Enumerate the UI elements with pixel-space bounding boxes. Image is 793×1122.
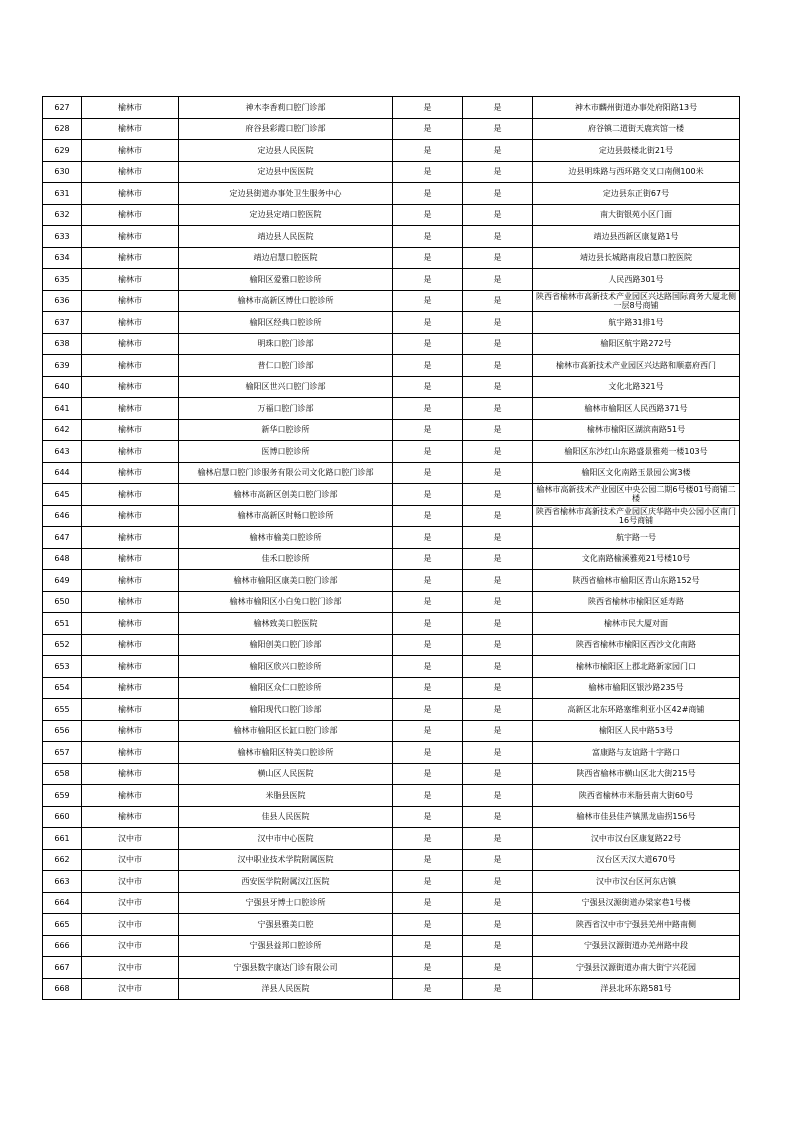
cell-address: 文化北路321号 — [533, 376, 740, 398]
table-row — [43, 613, 740, 635]
cell-address: 榆阳区人民中路53号 — [533, 720, 740, 742]
cell-number: 663 — [43, 871, 82, 893]
cell-address: 榆林市佳县佳芦镇黑龙庙拐156号 — [533, 806, 740, 828]
cell-flag-b: 是 — [463, 204, 533, 226]
cell-institution-name: 宁强县牙博士口腔诊所 — [179, 892, 393, 914]
cell-city: 榆林市 — [82, 613, 179, 635]
data-table — [42, 96, 740, 1000]
cell-flag-a: 是 — [393, 613, 463, 635]
cell-number: 668 — [43, 978, 82, 1000]
cell-institution-name: 神木李香莉口腔门诊部 — [179, 97, 393, 119]
cell-number: 666 — [43, 935, 82, 957]
cell-flag-a: 是 — [393, 699, 463, 721]
cell-city: 榆林市 — [82, 161, 179, 183]
cell-number: 639 — [43, 355, 82, 377]
cell-institution-name: 榆阳区世兴口腔门诊部 — [179, 376, 393, 398]
cell-address: 洋县北环东路581号 — [533, 978, 740, 1000]
cell-number: 649 — [43, 570, 82, 592]
cell-flag-b: 是 — [463, 398, 533, 420]
cell-number: 658 — [43, 763, 82, 785]
cell-city: 榆林市 — [82, 548, 179, 570]
cell-address: 汉中市汉台区河东店镇 — [533, 871, 740, 893]
cell-flag-a: 是 — [393, 204, 463, 226]
table-row — [43, 505, 740, 527]
cell-number: 627 — [43, 97, 82, 119]
cell-city: 汉中市 — [82, 914, 179, 936]
cell-flag-b: 是 — [463, 828, 533, 850]
cell-city: 榆林市 — [82, 656, 179, 678]
cell-institution-name: 万福口腔门诊部 — [179, 398, 393, 420]
cell-city: 榆林市 — [82, 419, 179, 441]
cell-flag-b: 是 — [463, 527, 533, 549]
cell-city: 榆林市 — [82, 699, 179, 721]
cell-number: 656 — [43, 720, 82, 742]
cell-address: 航宇路31排1号 — [533, 312, 740, 334]
cell-flag-a: 是 — [393, 376, 463, 398]
cell-institution-name: 米脂县医院 — [179, 785, 393, 807]
cell-flag-a: 是 — [393, 419, 463, 441]
table-row — [43, 419, 740, 441]
cell-flag-a: 是 — [393, 355, 463, 377]
cell-city: 汉中市 — [82, 871, 179, 893]
cell-number: 643 — [43, 441, 82, 463]
cell-flag-b: 是 — [463, 957, 533, 979]
table-row — [43, 720, 740, 742]
cell-institution-name: 榆林市高新区创美口腔门诊部 — [179, 484, 393, 506]
cell-flag-a: 是 — [393, 763, 463, 785]
cell-city: 榆林市 — [82, 247, 179, 269]
cell-institution-name: 榆林市榆美口腔诊所 — [179, 527, 393, 549]
cell-number: 657 — [43, 742, 82, 764]
cell-address: 汉中市汉台区康复路22号 — [533, 828, 740, 850]
table-row — [43, 871, 740, 893]
table-row — [43, 742, 740, 764]
table-row — [43, 957, 740, 979]
cell-number: 641 — [43, 398, 82, 420]
table-row — [43, 892, 740, 914]
cell-institution-name: 榆阳区爱雅口腔诊所 — [179, 269, 393, 291]
cell-number: 665 — [43, 914, 82, 936]
cell-number: 633 — [43, 226, 82, 248]
table-row — [43, 484, 740, 506]
cell-institution-name: 靖边启慧口腔医院 — [179, 247, 393, 269]
cell-address: 陕西省榆林市高新技术产业园区庆华路中央公园小区南门16号商铺 — [533, 505, 740, 527]
cell-address: 陕西省榆林市榆阳区延寿路 — [533, 591, 740, 613]
cell-flag-b: 是 — [463, 183, 533, 205]
cell-institution-name: 定边县定靖口腔医院 — [179, 204, 393, 226]
cell-flag-a: 是 — [393, 828, 463, 850]
cell-institution-name: 榆林市高新区时畅口腔诊所 — [179, 505, 393, 527]
cell-institution-name: 宁强县数字康达门诊有限公司 — [179, 957, 393, 979]
cell-flag-a: 是 — [393, 892, 463, 914]
cell-flag-b: 是 — [463, 656, 533, 678]
table-row — [43, 247, 740, 269]
table-row — [43, 699, 740, 721]
cell-flag-b: 是 — [463, 871, 533, 893]
cell-flag-b: 是 — [463, 247, 533, 269]
cell-address: 榆林市榆阳区银沙路235号 — [533, 677, 740, 699]
cell-institution-name: 西安医学院附属汉江医院 — [179, 871, 393, 893]
table-row — [43, 785, 740, 807]
cell-city: 汉中市 — [82, 935, 179, 957]
cell-address: 高新区北东环路塞维利亚小区42#商铺 — [533, 699, 740, 721]
cell-address: 定边县东正街67号 — [533, 183, 740, 205]
cell-flag-b: 是 — [463, 677, 533, 699]
cell-flag-b: 是 — [463, 333, 533, 355]
cell-address: 陕西省榆林市横山区北大街215号 — [533, 763, 740, 785]
cell-flag-b: 是 — [463, 591, 533, 613]
cell-address: 神木市麟州街道办事处府阳路13号 — [533, 97, 740, 119]
table-row — [43, 226, 740, 248]
cell-city: 榆林市 — [82, 355, 179, 377]
cell-flag-b: 是 — [463, 505, 533, 527]
cell-institution-name: 定边县中医医院 — [179, 161, 393, 183]
cell-city: 榆林市 — [82, 763, 179, 785]
cell-address: 人民西路301号 — [533, 269, 740, 291]
cell-city: 榆林市 — [82, 570, 179, 592]
cell-flag-a: 是 — [393, 484, 463, 506]
cell-flag-b: 是 — [463, 613, 533, 635]
cell-address: 榆林市高新技术产业园区兴达路和顺嘉府西门 — [533, 355, 740, 377]
cell-flag-b: 是 — [463, 806, 533, 828]
cell-number: 636 — [43, 290, 82, 312]
table-row — [43, 355, 740, 377]
table-row — [43, 828, 740, 850]
cell-institution-name: 榆林市高新区博仕口腔诊所 — [179, 290, 393, 312]
cell-flag-a: 是 — [393, 527, 463, 549]
cell-address: 靖边县西新区康复路1号 — [533, 226, 740, 248]
cell-institution-name: 靖边县人民医院 — [179, 226, 393, 248]
cell-flag-b: 是 — [463, 118, 533, 140]
cell-flag-a: 是 — [393, 441, 463, 463]
cell-city: 汉中市 — [82, 828, 179, 850]
cell-flag-a: 是 — [393, 462, 463, 484]
cell-institution-name: 榆林市榆阳区特美口腔诊所 — [179, 742, 393, 764]
cell-number: 642 — [43, 419, 82, 441]
cell-flag-b: 是 — [463, 849, 533, 871]
cell-flag-b: 是 — [463, 785, 533, 807]
cell-address: 榆阳区东沙红山东路盛景雅苑一楼103号 — [533, 441, 740, 463]
cell-address: 航宇路一号 — [533, 527, 740, 549]
cell-institution-name: 横山区人民医院 — [179, 763, 393, 785]
cell-institution-name: 宁强县益邦口腔诊所 — [179, 935, 393, 957]
cell-number: 629 — [43, 140, 82, 162]
cell-number: 655 — [43, 699, 82, 721]
cell-number: 650 — [43, 591, 82, 613]
cell-flag-a: 是 — [393, 505, 463, 527]
cell-flag-b: 是 — [463, 892, 533, 914]
cell-flag-a: 是 — [393, 677, 463, 699]
cell-institution-name: 新华口腔诊所 — [179, 419, 393, 441]
cell-city: 榆林市 — [82, 677, 179, 699]
cell-city: 汉中市 — [82, 892, 179, 914]
cell-address: 陕西省榆林市高新技术产业园区兴达路国际商务大厦北侧一层8号商铺 — [533, 290, 740, 312]
cell-flag-a: 是 — [393, 634, 463, 656]
cell-flag-a: 是 — [393, 656, 463, 678]
table-row — [43, 570, 740, 592]
cell-number: 630 — [43, 161, 82, 183]
cell-flag-b: 是 — [463, 570, 533, 592]
cell-flag-b: 是 — [463, 290, 533, 312]
cell-number: 644 — [43, 462, 82, 484]
cell-number: 632 — [43, 204, 82, 226]
cell-flag-b: 是 — [463, 699, 533, 721]
cell-address: 定边县鼓楼北街21号 — [533, 140, 740, 162]
cell-flag-a: 是 — [393, 849, 463, 871]
cell-address: 陕西省榆林市榆阳区西沙文化南路 — [533, 634, 740, 656]
cell-flag-b: 是 — [463, 419, 533, 441]
cell-institution-name: 榆阳区众仁口腔诊所 — [179, 677, 393, 699]
cell-flag-a: 是 — [393, 183, 463, 205]
table-row — [43, 204, 740, 226]
table-row — [43, 849, 740, 871]
cell-flag-b: 是 — [463, 720, 533, 742]
cell-address: 靖边县长城路南段启慧口腔医院 — [533, 247, 740, 269]
cell-flag-b: 是 — [463, 161, 533, 183]
table-row — [43, 183, 740, 205]
table-row — [43, 763, 740, 785]
cell-flag-a: 是 — [393, 140, 463, 162]
cell-city: 榆林市 — [82, 204, 179, 226]
cell-flag-a: 是 — [393, 247, 463, 269]
cell-flag-a: 是 — [393, 591, 463, 613]
cell-flag-a: 是 — [393, 161, 463, 183]
cell-address: 榆阳区航宇路272号 — [533, 333, 740, 355]
cell-city: 榆林市 — [82, 333, 179, 355]
cell-city: 榆林市 — [82, 441, 179, 463]
table-row — [43, 333, 740, 355]
cell-flag-a: 是 — [393, 742, 463, 764]
cell-flag-a: 是 — [393, 312, 463, 334]
cell-city: 榆林市 — [82, 742, 179, 764]
cell-institution-name: 佳禾口腔诊所 — [179, 548, 393, 570]
table-row — [43, 914, 740, 936]
cell-flag-b: 是 — [463, 935, 533, 957]
cell-flag-a: 是 — [393, 548, 463, 570]
cell-flag-b: 是 — [463, 742, 533, 764]
cell-flag-b: 是 — [463, 441, 533, 463]
cell-flag-a: 是 — [393, 269, 463, 291]
table-row — [43, 290, 740, 312]
cell-institution-name: 汉中市中心医院 — [179, 828, 393, 850]
cell-flag-a: 是 — [393, 914, 463, 936]
cell-address: 富康路与友谊路十字路口 — [533, 742, 740, 764]
cell-number: 652 — [43, 634, 82, 656]
table-row — [43, 634, 740, 656]
cell-city: 榆林市 — [82, 269, 179, 291]
cell-city: 榆林市 — [82, 634, 179, 656]
table-row — [43, 140, 740, 162]
cell-institution-name: 佳县人民医院 — [179, 806, 393, 828]
cell-address: 宁强县汉源街道办羌州路中段 — [533, 935, 740, 957]
cell-address: 陕西省汉中市宁强县羌州中路南侧 — [533, 914, 740, 936]
cell-number: 667 — [43, 957, 82, 979]
cell-flag-a: 是 — [393, 290, 463, 312]
cell-institution-name: 榆林市榆阳区小白兔口腔门诊部 — [179, 591, 393, 613]
cell-flag-b: 是 — [463, 484, 533, 506]
cell-institution-name: 汉中职业技术学院附属医院 — [179, 849, 393, 871]
cell-flag-b: 是 — [463, 634, 533, 656]
cell-address: 榆林市榆阳区人民西路371号 — [533, 398, 740, 420]
cell-number: 645 — [43, 484, 82, 506]
cell-flag-a: 是 — [393, 785, 463, 807]
table-row — [43, 806, 740, 828]
cell-institution-name: 洋县人民医院 — [179, 978, 393, 1000]
cell-flag-a: 是 — [393, 957, 463, 979]
cell-institution-name: 榆阳区欣兴口腔诊所 — [179, 656, 393, 678]
cell-institution-name: 榆林市榆阳区长缸口腔门诊部 — [179, 720, 393, 742]
cell-address: 宁强县汉源街道办南大街宁兴花园 — [533, 957, 740, 979]
cell-flag-a: 是 — [393, 978, 463, 1000]
cell-city: 榆林市 — [82, 806, 179, 828]
cell-address: 陕西省榆林市米脂县南大街60号 — [533, 785, 740, 807]
cell-number: 638 — [43, 333, 82, 355]
cell-address: 榆林市榆阳区上郡北路新家园门口 — [533, 656, 740, 678]
cell-institution-name: 榆林市榆阳区康美口腔门诊部 — [179, 570, 393, 592]
cell-number: 664 — [43, 892, 82, 914]
cell-institution-name: 榆阳创美口腔门诊部 — [179, 634, 393, 656]
cell-flag-b: 是 — [463, 462, 533, 484]
table-row — [43, 97, 740, 119]
cell-flag-b: 是 — [463, 226, 533, 248]
table-row — [43, 376, 740, 398]
cell-city: 榆林市 — [82, 527, 179, 549]
cell-address: 榆阳区文化南路玉景园公寓3楼 — [533, 462, 740, 484]
cell-number: 634 — [43, 247, 82, 269]
cell-number: 653 — [43, 656, 82, 678]
cell-address: 文化南路榆溪雅苑21号楼10号 — [533, 548, 740, 570]
cell-flag-a: 是 — [393, 226, 463, 248]
cell-city: 榆林市 — [82, 376, 179, 398]
cell-city: 榆林市 — [82, 290, 179, 312]
cell-city: 榆林市 — [82, 118, 179, 140]
cell-address: 陕西省榆林市榆阳区青山东路152号 — [533, 570, 740, 592]
cell-flag-b: 是 — [463, 140, 533, 162]
cell-address: 府谷镇二道街天鹿宾馆一楼 — [533, 118, 740, 140]
cell-number: 635 — [43, 269, 82, 291]
cell-city: 榆林市 — [82, 484, 179, 506]
cell-number: 640 — [43, 376, 82, 398]
cell-institution-name: 医博口腔诊所 — [179, 441, 393, 463]
cell-flag-a: 是 — [393, 806, 463, 828]
cell-city: 榆林市 — [82, 183, 179, 205]
cell-city: 汉中市 — [82, 957, 179, 979]
cell-address: 南大街银苑小区门面 — [533, 204, 740, 226]
table-row — [43, 548, 740, 570]
cell-institution-name: 府谷县彩霞口腔门诊部 — [179, 118, 393, 140]
table-row — [43, 978, 740, 1000]
cell-number: 637 — [43, 312, 82, 334]
cell-city: 榆林市 — [82, 140, 179, 162]
cell-address: 边县明珠路与西环路交叉口南侧100米 — [533, 161, 740, 183]
cell-number: 647 — [43, 527, 82, 549]
cell-institution-name: 普仁口腔门诊部 — [179, 355, 393, 377]
cell-institution-name: 榆阳现代口腔门诊部 — [179, 699, 393, 721]
cell-institution-name: 定边县街道办事处卫生服务中心 — [179, 183, 393, 205]
table-row — [43, 677, 740, 699]
cell-flag-b: 是 — [463, 312, 533, 334]
cell-flag-a: 是 — [393, 118, 463, 140]
cell-address: 宁强县汉源街道办梁家巷1号楼 — [533, 892, 740, 914]
cell-city: 榆林市 — [82, 398, 179, 420]
cell-number: 661 — [43, 828, 82, 850]
cell-flag-a: 是 — [393, 398, 463, 420]
table-row — [43, 591, 740, 613]
cell-flag-b: 是 — [463, 548, 533, 570]
table-row — [43, 462, 740, 484]
table-row — [43, 269, 740, 291]
cell-number: 660 — [43, 806, 82, 828]
cell-city: 榆林市 — [82, 505, 179, 527]
cell-flag-a: 是 — [393, 333, 463, 355]
table-row — [43, 527, 740, 549]
table-row — [43, 161, 740, 183]
cell-number: 628 — [43, 118, 82, 140]
cell-institution-name: 定边县人民医院 — [179, 140, 393, 162]
cell-flag-a: 是 — [393, 97, 463, 119]
cell-flag-a: 是 — [393, 935, 463, 957]
institution-list-table — [42, 96, 739, 1000]
cell-number: 631 — [43, 183, 82, 205]
table-row — [43, 118, 740, 140]
cell-city: 榆林市 — [82, 97, 179, 119]
cell-institution-name: 榆阳区经典口腔诊所 — [179, 312, 393, 334]
cell-address: 汉台区天汉大道670号 — [533, 849, 740, 871]
cell-city: 汉中市 — [82, 978, 179, 1000]
cell-institution-name: 榆林致美口腔医院 — [179, 613, 393, 635]
cell-number: 659 — [43, 785, 82, 807]
table-row — [43, 656, 740, 678]
cell-city: 汉中市 — [82, 849, 179, 871]
cell-flag-b: 是 — [463, 97, 533, 119]
cell-institution-name: 宁强县雅美口腔 — [179, 914, 393, 936]
cell-number: 654 — [43, 677, 82, 699]
cell-city: 榆林市 — [82, 591, 179, 613]
cell-flag-b: 是 — [463, 376, 533, 398]
table-row — [43, 935, 740, 957]
cell-flag-b: 是 — [463, 355, 533, 377]
cell-city: 榆林市 — [82, 312, 179, 334]
cell-address: 榆林市高新技术产业园区中央公园二期6号楼01号商铺二楼 — [533, 484, 740, 506]
cell-number: 651 — [43, 613, 82, 635]
table-row — [43, 312, 740, 334]
cell-flag-b: 是 — [463, 763, 533, 785]
cell-city: 榆林市 — [82, 462, 179, 484]
cell-number: 648 — [43, 548, 82, 570]
cell-city: 榆林市 — [82, 226, 179, 248]
cell-flag-b: 是 — [463, 269, 533, 291]
cell-flag-b: 是 — [463, 914, 533, 936]
cell-institution-name: 榆林启慧口腔门诊服务有限公司文化路口腔门诊部 — [179, 462, 393, 484]
cell-city: 榆林市 — [82, 785, 179, 807]
cell-flag-a: 是 — [393, 570, 463, 592]
cell-address: 榆林市民大厦对面 — [533, 613, 740, 635]
cell-flag-a: 是 — [393, 720, 463, 742]
table-row — [43, 398, 740, 420]
cell-institution-name: 明珠口腔门诊部 — [179, 333, 393, 355]
table-row — [43, 441, 740, 463]
cell-address: 榆林市榆阳区湖滨南路51号 — [533, 419, 740, 441]
cell-city: 榆林市 — [82, 720, 179, 742]
cell-flag-b: 是 — [463, 978, 533, 1000]
cell-number: 662 — [43, 849, 82, 871]
cell-flag-a: 是 — [393, 871, 463, 893]
cell-number: 646 — [43, 505, 82, 527]
